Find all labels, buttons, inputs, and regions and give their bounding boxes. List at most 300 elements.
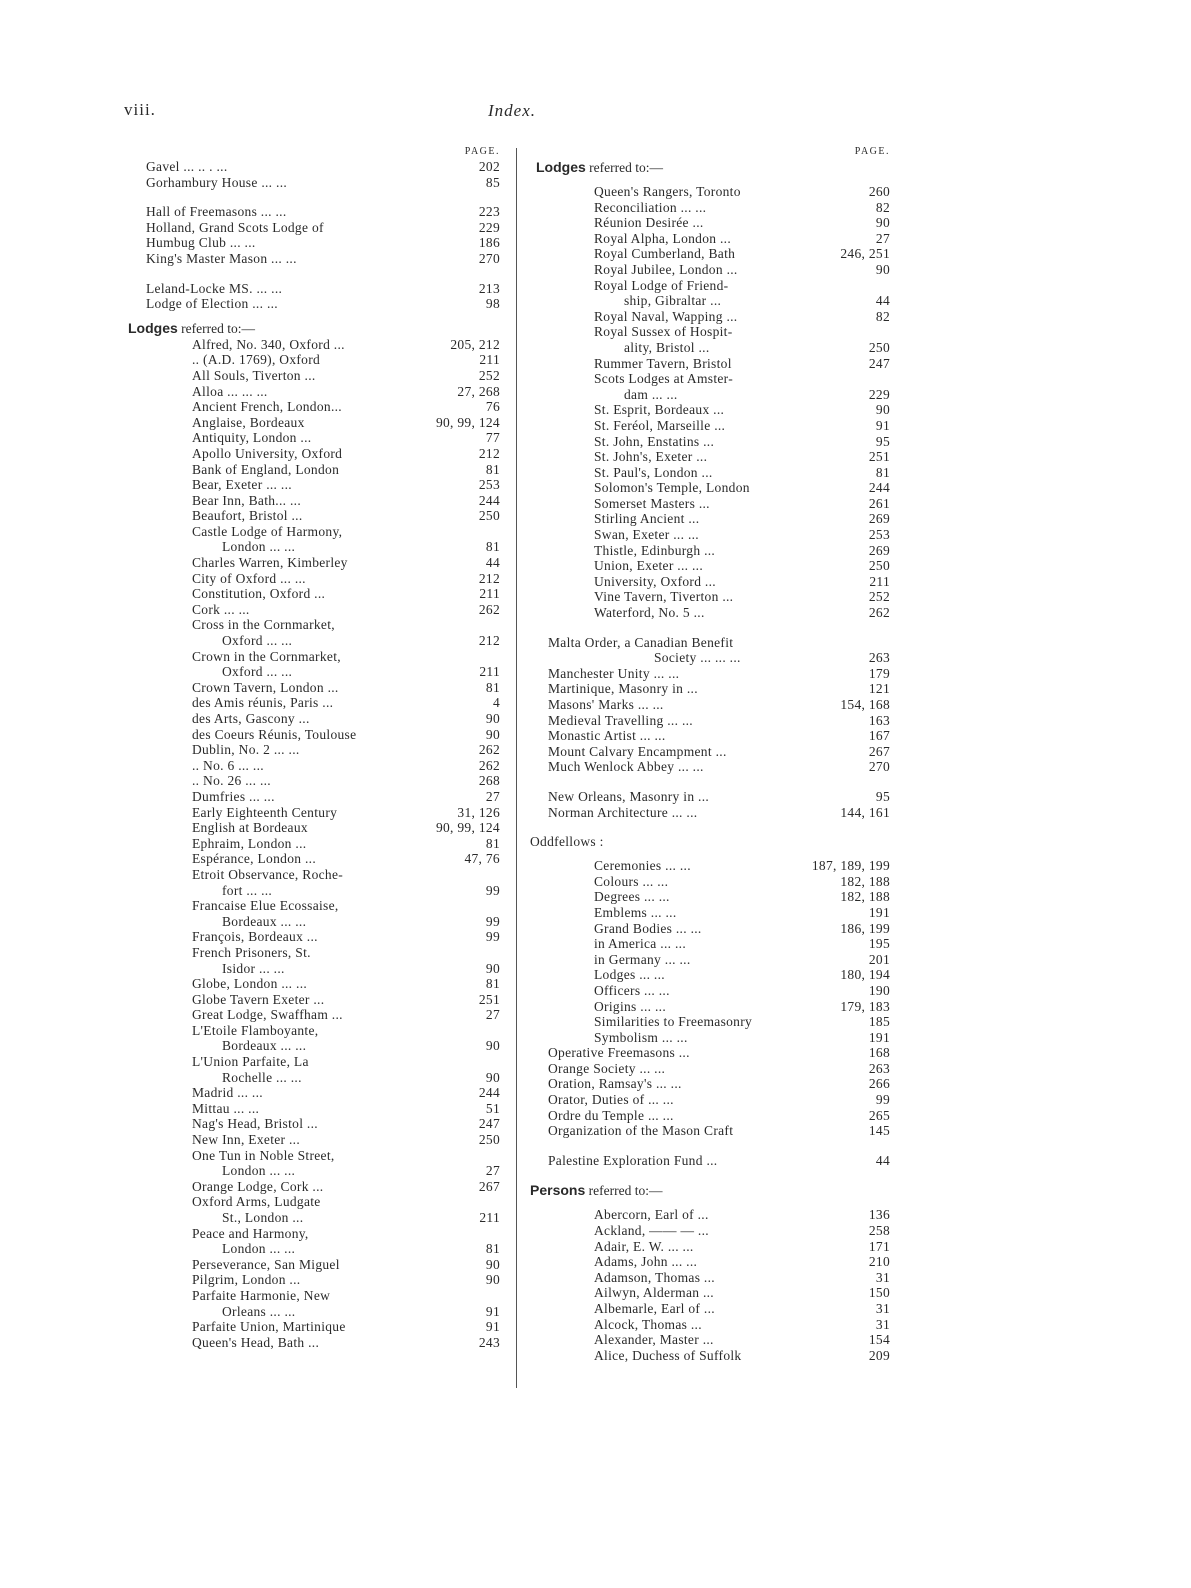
index-entry [128, 571, 500, 587]
entry-pages: 250 [478, 1132, 500, 1148]
entry-text: Humbug Club ... ... [146, 235, 256, 251]
entry-pages: 195 [868, 936, 890, 952]
left-column [128, 145, 500, 1350]
entry-pages: 90, 99, 124 [435, 820, 500, 836]
entry-pages: 179, 183 [840, 998, 890, 1014]
entry-text: Martinique, Masonry in ... [548, 681, 698, 697]
index-entry [530, 874, 890, 890]
index-entry [128, 758, 500, 774]
index-entry [530, 1045, 890, 1061]
index-entry [530, 744, 890, 760]
index-entry [530, 1014, 890, 1030]
index-entry [530, 805, 890, 821]
entry-text: Waterford, No. 5 ... [594, 605, 705, 621]
entry-pages: 246, 251 [840, 246, 890, 262]
entry-text: Charles Warren, Kimberley [192, 555, 348, 571]
index-entry [530, 1030, 890, 1046]
index-entry [128, 820, 500, 836]
index-entry [530, 434, 890, 450]
entry-text: Oration, Ramsay's ... ... [548, 1076, 682, 1092]
entry-text: Somerset Masters ... [594, 495, 710, 511]
index-entry [128, 159, 500, 175]
entry-text: Abercorn, Earl of ... [594, 1207, 709, 1223]
index-entry [530, 1092, 890, 1108]
entry-pages: 27 [485, 1007, 500, 1023]
entry-text: Royal Alpha, London ... [594, 230, 732, 246]
index-entry [530, 387, 890, 403]
entry-text: Parfaite Harmonie, New [192, 1287, 331, 1303]
entry-text: Royal Cumberland, Bath [594, 246, 736, 262]
entry-text: Society ... ... ... [654, 650, 741, 666]
entry-text: Mount Calvary Encampment ... [548, 743, 727, 759]
index-entry [128, 352, 500, 368]
entry-text: One Tun in Noble Street, [192, 1147, 335, 1163]
entry-text: Adams, John ... ... [594, 1254, 698, 1270]
entry-pages: 179 [868, 665, 890, 681]
index-entry [530, 999, 890, 1015]
entry-text: Orleans ... ... [222, 1303, 296, 1319]
entry-pages: 262 [478, 601, 500, 617]
index-entry [128, 711, 500, 727]
entry-text: Bear, Exeter ... ... [192, 477, 292, 493]
oddfellows-list [530, 858, 890, 1045]
index-entry [128, 1054, 500, 1070]
index-entry [128, 586, 500, 602]
entry-pages: 250 [868, 339, 890, 355]
persons-heading: Persons [530, 1182, 586, 1199]
entry-pages: 250 [478, 508, 500, 524]
index-entry [530, 697, 890, 713]
entry-text: in America ... ... [594, 936, 687, 952]
entry-pages: 77 [485, 430, 500, 446]
entry-pages: 182, 188 [840, 873, 890, 889]
entry-pages: 253 [478, 477, 500, 493]
index-entry [530, 635, 890, 651]
index-entry [128, 430, 500, 446]
entry-text: St. John, Enstatins ... [594, 433, 715, 449]
index-entry [128, 664, 500, 680]
index-group-o [530, 1045, 890, 1139]
entry-text: Ailwyn, Alderman ... [594, 1285, 714, 1301]
index-entry [530, 1207, 890, 1223]
entry-pages: 253 [868, 527, 890, 543]
index-entry [128, 368, 500, 384]
entry-text: Bordeaux ... ... [222, 1038, 307, 1054]
index-entry [128, 929, 500, 945]
entry-text: King's Master Mason ... ... [146, 250, 297, 266]
entry-pages: 44 [875, 1152, 890, 1168]
entry-pages: 51 [485, 1100, 500, 1116]
index-entry [128, 1148, 500, 1164]
index-entry [530, 666, 890, 682]
index-entry [128, 446, 500, 462]
entry-text: Madrid ... ... [192, 1085, 263, 1101]
entry-text: Dumfries ... ... [192, 788, 275, 804]
lodges-list-left [128, 337, 500, 1351]
entry-text: Orange Lodge, Cork ... [192, 1178, 324, 1194]
entry-text: Reconciliation ... ... [594, 199, 707, 215]
index-group-n [530, 789, 890, 820]
entry-text: Alcock, Thomas ... [594, 1316, 702, 1332]
entry-text: Espérance, London ... [192, 851, 317, 867]
index-entry [530, 759, 890, 775]
index-entry [128, 898, 500, 914]
index-entry [128, 1038, 500, 1054]
index-entry [530, 543, 890, 559]
entry-pages: 211 [479, 352, 500, 368]
index-entry [128, 727, 500, 743]
entry-text: Queen's Head, Bath ... [192, 1334, 320, 1350]
entry-text: Swan, Exeter ... ... [594, 527, 699, 543]
index-entry [530, 1108, 890, 1124]
entry-pages: 31 [875, 1269, 890, 1285]
entry-pages: 81 [485, 976, 500, 992]
entry-text: Cork ... ... [192, 601, 250, 617]
entry-text: Nag's Head, Bristol ... [192, 1116, 318, 1132]
entry-pages: 91 [485, 1303, 500, 1319]
index-entry [128, 555, 500, 571]
entry-text: Rochelle ... ... [222, 1069, 302, 1085]
entry-text: L'Etoile Flamboyante, [192, 1022, 319, 1038]
index-entry [530, 215, 890, 231]
lodges-subheading: referred to:— [181, 320, 255, 336]
entry-text: Orator, Duties of ... ... [548, 1092, 674, 1108]
index-entry [128, 220, 500, 236]
entry-pages: 180, 194 [840, 967, 890, 983]
entry-text: Lodges ... ... [594, 967, 665, 983]
index-entry [128, 175, 500, 191]
index-entry [530, 605, 890, 621]
running-title: Index. [488, 101, 537, 120]
entry-pages: 267 [478, 1178, 500, 1194]
index-entry [128, 493, 500, 509]
index-entry [128, 883, 500, 899]
column-divider [516, 148, 517, 1388]
index-entry [530, 713, 890, 729]
entry-pages: 191 [868, 1029, 890, 1045]
entry-text: Bank of England, London [192, 461, 340, 477]
entry-pages: 211 [479, 586, 500, 602]
entry-text: Bear Inn, Bath... ... [192, 492, 302, 508]
index-entry [128, 773, 500, 789]
entry-text: Masons' Marks ... ... [548, 697, 664, 712]
index-entry [128, 836, 500, 852]
entry-text: .. No. 26 ... ... [192, 773, 271, 789]
entry-text: .. No. 6 ... ... [192, 757, 264, 773]
entry-pages: 171 [868, 1238, 890, 1254]
entry-text: Medieval Travelling ... ... [548, 712, 693, 728]
entry-text: Solomon's Temple, London [594, 480, 750, 496]
index-entry [530, 558, 890, 574]
entry-pages: 145 [868, 1123, 890, 1139]
entry-pages: 47, 76 [464, 851, 500, 867]
entry-text: Isidor ... ... [222, 960, 285, 976]
index-entry [530, 1332, 890, 1348]
entry-pages: 27, 268 [457, 383, 500, 399]
index-entry [530, 356, 890, 372]
index-entry [128, 1163, 500, 1179]
entry-text: Early Eighteenth Century [192, 804, 338, 820]
index-entry [128, 524, 500, 540]
index-entry [530, 905, 890, 921]
index-entry [128, 384, 500, 400]
entry-pages: 90 [485, 1069, 500, 1085]
index-entry [530, 1076, 890, 1092]
entry-text: ship, Gibraltar ... [624, 293, 722, 309]
entry-text: Bordeaux ... ... [222, 913, 307, 929]
index-entry [530, 1301, 890, 1317]
entry-text: Ackland, —— — ... [594, 1223, 709, 1239]
entry-pages: 263 [868, 650, 890, 666]
entry-pages: 269 [868, 542, 890, 558]
index-entry [530, 371, 890, 387]
entry-pages: 144, 161 [840, 804, 890, 820]
entry-pages: 212 [478, 445, 500, 461]
entry-text: Scots Lodges at Amster- [594, 371, 733, 387]
entry-pages: 262 [868, 605, 890, 621]
index-entry [530, 1270, 890, 1286]
index-entry [530, 936, 890, 952]
index-entry [128, 1210, 500, 1226]
index-entry [128, 235, 500, 251]
entry-text: All Souls, Tiverton ... [192, 367, 316, 383]
entry-pages: 202 [478, 159, 500, 174]
entry-pages: 261 [868, 495, 890, 511]
entry-text: Gorhambury House ... ... [146, 174, 288, 190]
entry-pages: 266 [868, 1076, 890, 1092]
index-entry [128, 539, 500, 555]
entry-text: Norman Architecture ... ... [548, 804, 698, 820]
entry-text: Symbolism ... ... [594, 1029, 688, 1045]
index-entry [128, 602, 500, 618]
entry-text: Manchester Unity ... ... [548, 665, 680, 681]
persons-heading-row [530, 1182, 890, 1199]
entry-text: Monastic Artist ... ... [548, 728, 666, 744]
index-entry [530, 527, 890, 543]
entry-text: Constitution, Oxford ... [192, 586, 326, 602]
entry-pages: 167 [868, 728, 890, 744]
entry-text: Royal Jubilee, London ... [594, 261, 738, 277]
entry-text: Francaise Elue Ecossaise, [192, 898, 339, 914]
index-entry [530, 589, 890, 605]
entry-pages: 90 [485, 960, 500, 976]
lodges-heading-row-cont [530, 159, 890, 176]
entry-pages: 211 [479, 664, 500, 680]
entry-pages: 81 [485, 461, 500, 477]
entry-text: Ephraim, London ... [192, 835, 307, 851]
index-entry [128, 1226, 500, 1242]
entry-text: New Inn, Exeter ... [192, 1132, 301, 1148]
entry-text: des Coeurs Réunis, Toulouse [192, 726, 357, 742]
index-entry [530, 983, 890, 999]
entry-text: des Amis réunis, Paris ... [192, 695, 334, 711]
entry-text: Much Wenlock Abbey ... ... [548, 759, 704, 775]
entry-pages: 262 [478, 757, 500, 773]
entry-text: English at Bordeaux [192, 820, 308, 836]
entry-text: Ordre du Temple ... ... [548, 1107, 674, 1123]
entry-pages: 121 [868, 681, 890, 697]
index-entry [128, 961, 500, 977]
index-entry [530, 952, 890, 968]
entry-text: Alexander, Master ... [594, 1332, 714, 1348]
index-entry [530, 1223, 890, 1239]
index-entry [530, 511, 890, 527]
index-entry [128, 415, 500, 431]
index-entry [128, 1241, 500, 1257]
oddfellows-heading: Oddfellows : [530, 834, 604, 850]
entry-pages: 185 [868, 1014, 890, 1030]
entry-pages: 90 [485, 726, 500, 742]
entry-text: Pilgrim, London ... [192, 1272, 301, 1288]
entry-text: Ancient French, London... [192, 399, 342, 415]
entry-text: London ... ... [222, 1241, 296, 1257]
entry-text: Rummer Tavern, Bristol [594, 355, 732, 371]
entry-pages: 27 [875, 230, 890, 246]
index-entry [530, 1317, 890, 1333]
index-entry [530, 1239, 890, 1255]
entry-pages: 251 [868, 449, 890, 465]
entry-text: New Orleans, Masonry in ... [548, 788, 710, 804]
entry-text: London ... ... [222, 539, 296, 555]
index-entry [128, 1116, 500, 1132]
entry-text: Emblems ... ... [594, 904, 677, 920]
index-entry [128, 742, 500, 758]
page-folio: viii. [124, 100, 156, 119]
index-entry [530, 889, 890, 905]
entry-text: des Arts, Gascony ... [192, 711, 310, 726]
entry-text: Vine Tavern, Tiverton ... [594, 589, 734, 605]
entry-pages: 182, 188 [840, 889, 890, 905]
index-entry [128, 1132, 500, 1148]
entry-text: City of Oxford ... ... [192, 570, 306, 586]
entry-text: Origins ... ... [594, 998, 666, 1014]
entry-text: Globe, London ... ... [192, 976, 308, 992]
entry-text: Holland, Grand Scots Lodge of [146, 219, 324, 235]
entry-pages: 210 [868, 1254, 890, 1270]
index-entry [128, 1007, 500, 1023]
persons-subheading: referred to:— [588, 1183, 663, 1199]
entry-pages: 244 [868, 480, 890, 496]
entry-pages: 212 [478, 570, 500, 586]
entry-text: Thistle, Edinburgh ... [594, 542, 716, 558]
entry-pages: 186, 199 [840, 920, 890, 936]
entry-pages: 27 [485, 1163, 500, 1179]
entry-text: Mittau ... ... [192, 1100, 260, 1116]
index-entry [530, 246, 890, 262]
entry-pages: 270 [478, 250, 500, 266]
index-entry [530, 496, 890, 512]
entry-text: Adair, E. W. ... ... [594, 1238, 694, 1254]
entry-text: Ceremonies ... ... [594, 858, 691, 874]
entry-pages: 247 [868, 355, 890, 371]
entry-pages: 99 [485, 882, 500, 898]
entry-text: Crown Tavern, London ... [192, 679, 339, 695]
entry-text: Colours ... ... [594, 873, 669, 889]
entry-text: Royal Lodge of Friend- [594, 277, 729, 293]
lodges-list-right [530, 184, 890, 621]
lodges-heading-row [128, 320, 500, 337]
entry-pages: 263 [868, 1060, 890, 1076]
entry-pages: 250 [868, 558, 890, 574]
entry-text: Grand Bodies ... ... [594, 920, 702, 936]
index-entry [128, 1288, 500, 1304]
index-entry [128, 992, 500, 1008]
entry-pages: 265 [868, 1107, 890, 1123]
entry-pages: 163 [868, 712, 890, 728]
entry-pages: 268 [478, 773, 500, 789]
index-entry [530, 967, 890, 983]
entry-pages: 91 [875, 417, 890, 433]
index-entry [128, 1194, 500, 1210]
entry-text: Queen's Rangers, Toronto [594, 184, 741, 199]
index-entry [128, 477, 500, 493]
entry-text: St. Esprit, Bordeaux ... [594, 402, 725, 418]
entry-pages: 31 [875, 1301, 890, 1316]
index-entry [128, 789, 500, 805]
entry-text: St., London ... [222, 1210, 304, 1225]
entry-text: fort ... ... [222, 882, 273, 898]
entry-pages: 90 [875, 261, 890, 277]
index-entry [530, 1254, 890, 1270]
entry-text: French Prisoners, St. [192, 944, 311, 960]
index-entry [530, 1153, 890, 1169]
entry-pages: 99 [875, 1092, 890, 1108]
index-entry [530, 293, 890, 309]
entry-pages: 44 [485, 555, 500, 571]
entry-pages: 82 [875, 199, 890, 215]
entry-text: Oxford ... ... [222, 633, 293, 649]
entry-text: Castle Lodge of Harmony, [192, 523, 343, 539]
entry-pages: 244 [478, 492, 500, 508]
entry-text: Etroit Observance, Roche- [192, 866, 344, 882]
entry-text: Orange Society ... ... [548, 1060, 666, 1076]
entry-text: L'Union Parfaite, La [192, 1054, 309, 1070]
index-group-l [128, 281, 500, 312]
index-entry [128, 1070, 500, 1086]
entry-text: St. Feréol, Marseille ... [594, 417, 726, 433]
lodges-heading: Lodges [536, 159, 586, 175]
entry-pages: 90 [875, 215, 890, 231]
index-entry [128, 204, 500, 220]
entry-pages: 99 [485, 913, 500, 929]
entry-pages: 27 [485, 788, 500, 804]
entry-pages: 260 [868, 184, 890, 199]
entry-pages: 270 [868, 759, 890, 775]
entry-pages: 81 [875, 464, 890, 480]
entry-pages: 252 [478, 367, 500, 383]
entry-pages: 4 [492, 695, 500, 711]
index-entry [128, 1023, 500, 1039]
index-entry [128, 945, 500, 961]
entry-pages: 211 [869, 573, 890, 589]
entry-pages: 90 [485, 711, 500, 726]
entry-pages: 269 [868, 511, 890, 527]
index-entry [128, 805, 500, 821]
entry-pages: 212 [478, 633, 500, 649]
entry-pages: 95 [875, 433, 890, 449]
entry-pages: 31, 126 [457, 804, 500, 820]
entry-text: Stirling Ancient ... [594, 511, 700, 527]
entry-pages: 229 [478, 219, 500, 235]
entry-pages: 81 [485, 539, 500, 555]
entry-pages: 243 [478, 1334, 500, 1350]
entry-pages: 90 [485, 1256, 500, 1272]
entry-text: Royal Naval, Wapping ... [594, 308, 738, 324]
entry-text: Peace and Harmony, [192, 1225, 309, 1241]
index-group-g [128, 159, 500, 190]
entry-pages: 136 [868, 1207, 890, 1223]
entry-text: Leland-Locke MS. ... ... [146, 280, 283, 296]
